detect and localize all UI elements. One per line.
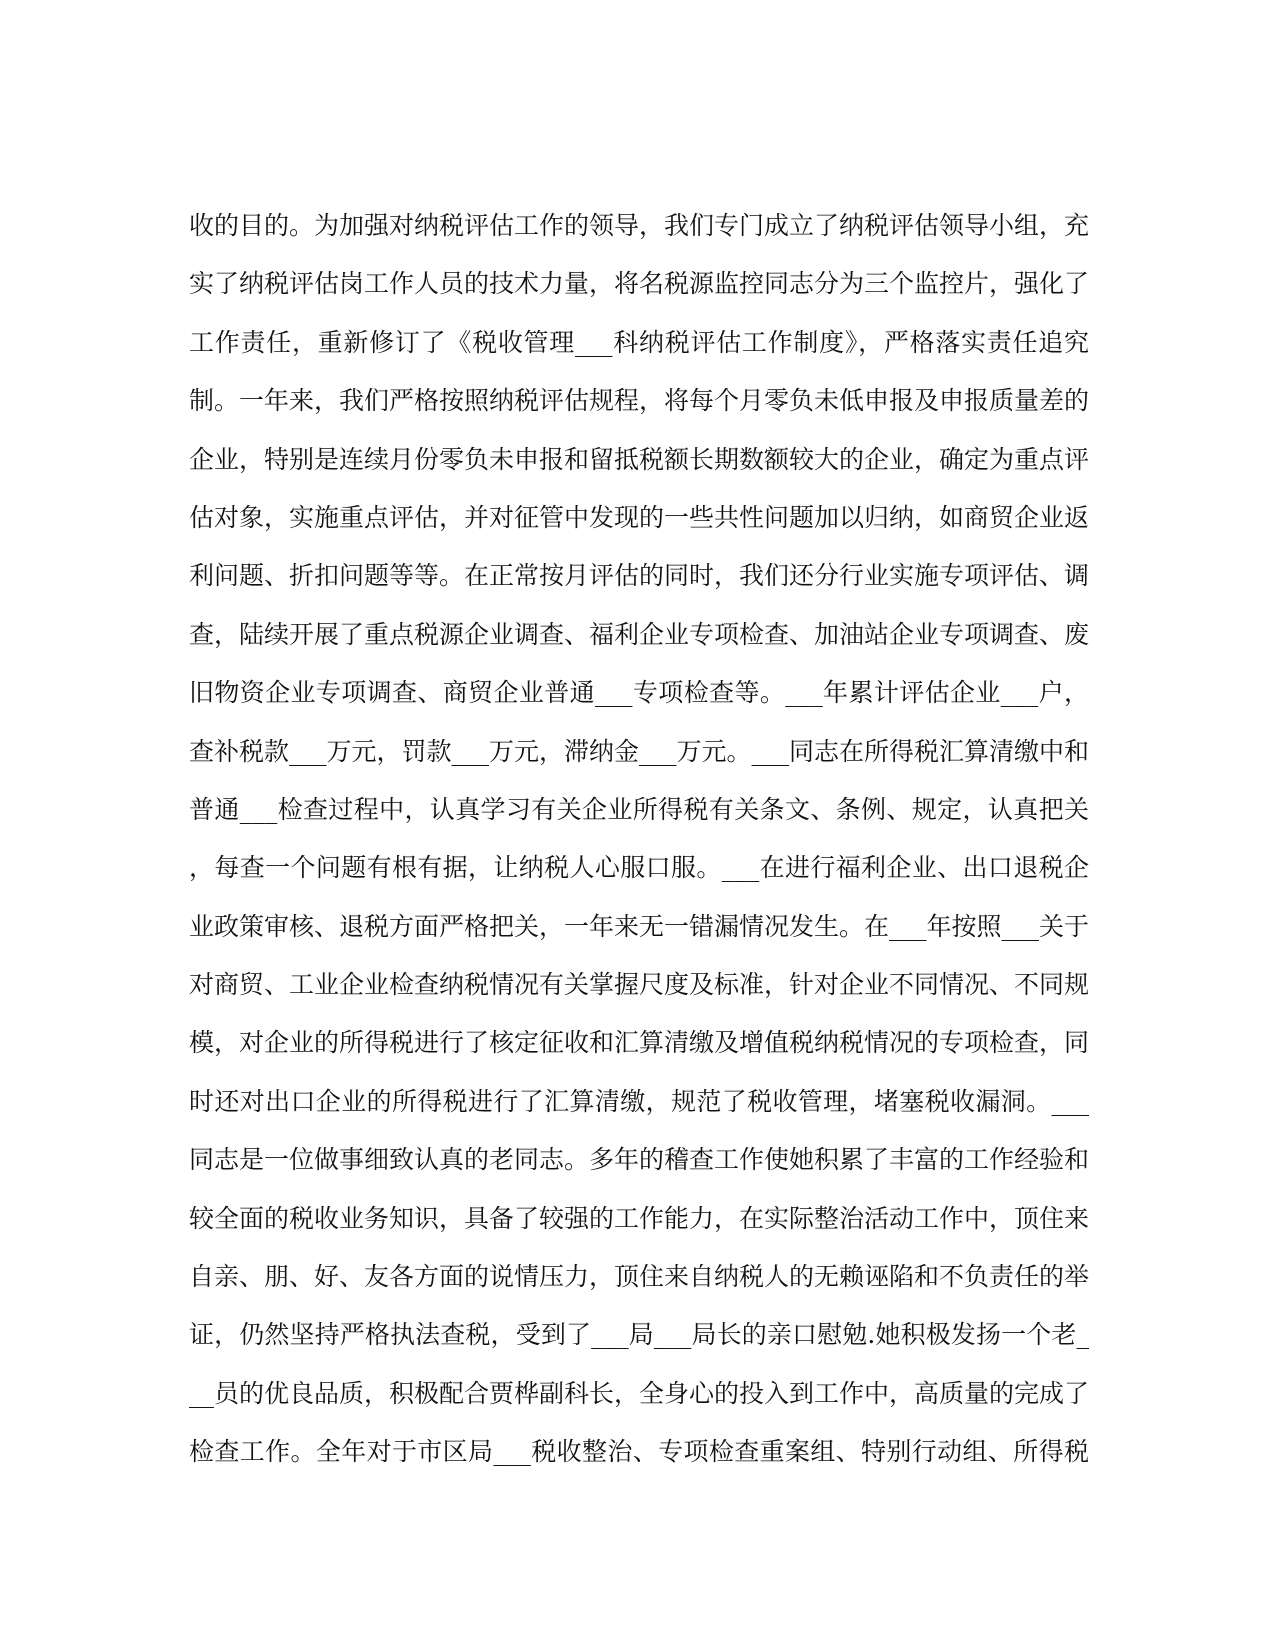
text-line: 业政策审核、退税方面严格把关，一年来无一错漏情况发生。在___年按照___关于 bbox=[189, 911, 1089, 941]
body-text bbox=[189, 197, 1089, 1482]
text-line: 利问题、折扣问题等等。在正常按月评估的同时，我们还分行业实施专项评估、调 bbox=[189, 561, 1089, 591]
text-line: 工作责任，重新修订了《税收管理___科纳税评估工作制度》，严格落实责任追究 bbox=[189, 327, 1089, 357]
text-line: 查补税款___万元，罚款___万元，滞纳金___万元。___同志在所得税汇算清缴中和 bbox=[189, 736, 1089, 766]
text-line: 制。一年来，我们严格按照纳税评估规程，将每个月零负未低申报及申报质量差的 bbox=[189, 386, 1089, 416]
text-line: 实了纳税评估岗工作人员的技术力量，将名税源监控同志分为三个监控片，强化了 bbox=[189, 269, 1089, 299]
text-line: __员的优良品质，积极配合贾桦副科长，全身心的投入到工作中，高质量的完成了 bbox=[189, 1378, 1089, 1408]
text-line: 查，陆续开展了重点税源企业调查、福利企业专项检查、加油站企业专项调查、废 bbox=[189, 619, 1089, 649]
text-line: 较全面的税收业务知识，具备了较强的工作能力，在实际整治活动工作中，顶住来 bbox=[189, 1203, 1089, 1233]
text-line: 收的目的。为加强对纳税评估工作的领导，我们专门成立了纳税评估领导小组，充 bbox=[189, 211, 1089, 240]
text-line: 时还对出口企业的所得税进行了汇算清缴，规范了税收管理，堵塞税收漏洞。___ bbox=[189, 1086, 1089, 1116]
text-line: 企业，特别是连续月份零负未申报和留抵税额长期数额较大的企业，确定为重点评 bbox=[189, 444, 1089, 474]
text-line: 自亲、朋、好、友各方面的说情压力，顶住来自纳税人的无赖诬陷和不负责任的举 bbox=[189, 1262, 1089, 1292]
text-line: 普通___检查过程中，认真学习有关企业所得税有关条文、条例、规定，认真把关 bbox=[189, 794, 1089, 824]
text-line: 同志是一位做事细致认真的老同志。多年的稽查工作使她积累了丰富的工作经验和 bbox=[189, 1145, 1089, 1175]
text-line: 估对象，实施重点评估，并对征管中发现的一些共性问题加以归纳，如商贸企业返 bbox=[189, 502, 1089, 532]
text-line: ，每查一个问题有根有据，让纳税人心服口服。___在进行福利企业、出口退税企 bbox=[189, 853, 1089, 883]
text-line: 模，对企业的所得税进行了核定征收和汇算清缴及增值税纳税情况的专项检查，同 bbox=[189, 1028, 1089, 1058]
text-line: 证，仍然坚持严格执法查税，受到了___局___局长的亲口慰勉.她积极发扬一个老_ bbox=[189, 1320, 1089, 1350]
text-line: 旧物资企业专项调查、商贸企业普通___专项检查等。___年累计评估企业___户， bbox=[189, 678, 1089, 708]
text-line: 检查工作。全年对于市区局___税收整治、专项检查重案组、特别行动组、所得税 bbox=[189, 1437, 1089, 1467]
text-line: 对商贸、工业企业检查纳税情况有关掌握尺度及标准，针对企业不同情况、不同规 bbox=[189, 970, 1089, 1000]
